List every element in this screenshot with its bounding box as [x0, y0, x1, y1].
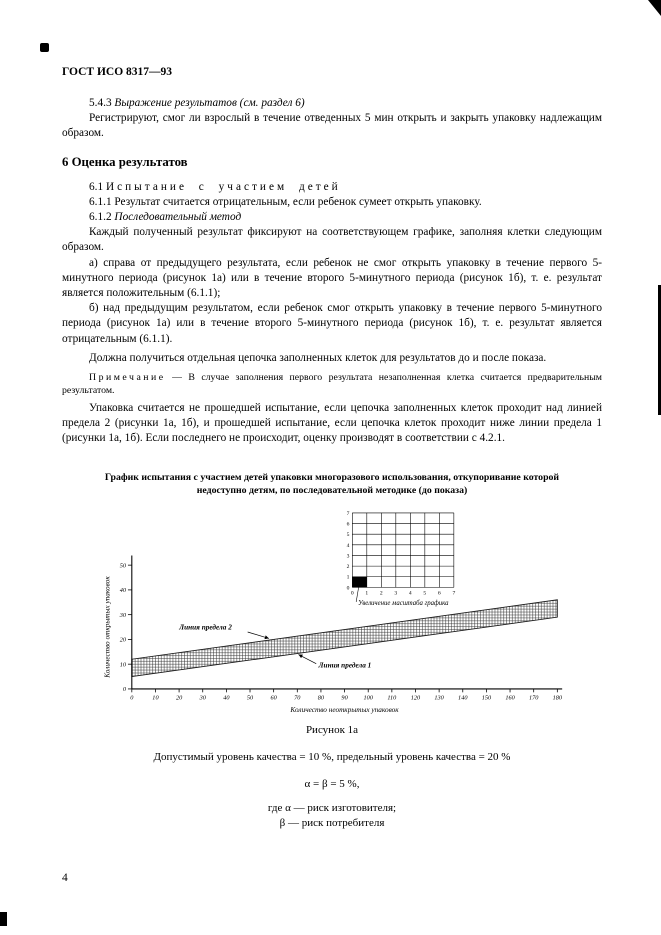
svg-text:7: 7 [452, 590, 456, 597]
svg-text:30: 30 [199, 694, 206, 702]
svg-text:5: 5 [423, 590, 427, 597]
figure-quality-line: Допустимый уровень качества = 10 %, предельный уровень качества = 20 % [153, 750, 511, 763]
svg-text:40: 40 [223, 694, 230, 702]
paragraph-package: Упаковка считается не прошедшей испытание, если цепочка заполненных клеток проходит над линией предела 2 (рисунки 1а, 1б), и прошедшей испытание, если цепочка клеток проходит ниже линии предела 1 (рисунки 1а, 1б). Если последнего не происходит, оценку производят в соответствии с 4.2.1. [62, 402, 602, 445]
svg-text:4: 4 [346, 542, 350, 549]
svg-text:6: 6 [437, 590, 441, 597]
svg-text:50: 50 [246, 694, 254, 702]
svg-text:10: 10 [119, 661, 127, 669]
clause-6-1-2-number: 6.1.2 [89, 211, 112, 224]
svg-text:4: 4 [408, 590, 412, 597]
svg-text:170: 170 [528, 694, 539, 702]
svg-text:3: 3 [394, 590, 398, 597]
clause-6-1-1: 6.1.1 Результат считается отрицательным, если ребенок сумеет открыть упаковку. [89, 195, 482, 208]
svg-text:Увеличение масштаба графика: Увеличение масштаба графика [358, 599, 449, 607]
figure-caption: Рисунок 1а [305, 723, 359, 736]
clause-6-1-2 [62, 210, 602, 225]
figure-where-beta: β — риск потребителя [279, 816, 385, 829]
paragraph-register: Регистрируют, смог ли взрослый в течение отведенных 5 мин открыть и закрыть упаковку надлежащим образом. [62, 112, 602, 140]
svg-text:100: 100 [363, 694, 373, 702]
svg-text:140: 140 [458, 694, 468, 702]
clause-5-4-3-number: 5.4.3 [89, 97, 112, 109]
clause-5-4-3 [62, 96, 602, 111]
page-content [62, 66, 602, 829]
note [62, 371, 602, 397]
svg-text:0: 0 [130, 694, 134, 702]
svg-text:5: 5 [346, 531, 350, 538]
svg-text:6: 6 [346, 521, 350, 528]
svg-text:50: 50 [119, 562, 127, 570]
svg-text:20: 20 [119, 636, 127, 644]
svg-text:20: 20 [175, 694, 183, 702]
svg-text:150: 150 [481, 694, 492, 702]
clause-6-1-title: Испытание с участием детей [105, 180, 341, 193]
svg-text:10: 10 [152, 694, 159, 702]
scan-artifact [648, 0, 661, 16]
list-item-a: а) справа от предыдущего результата, если ребенок не смог открыть упаковку в течение первого 5-минутного периода (рисунок 1а) или в течение второго 5-минутного периода (рисунок 1б), т. е. результат является положительным (6.1.1); [62, 256, 602, 300]
section-6-heading: 6 Оценка результатов [62, 154, 188, 169]
note-label: Примечание [89, 372, 166, 384]
scan-artifact [0, 912, 7, 926]
svg-text:90: 90 [341, 694, 348, 702]
svg-text:Количество открытых упаковок: Количество открытых упаковок [103, 575, 112, 678]
svg-text:110: 110 [387, 694, 397, 702]
svg-text:30: 30 [119, 611, 127, 619]
figure-title: График испытания с участием детей упаковки многоразового использования, откупоривание которой недоступно детям, по последовательной методике (до показа) [104, 471, 560, 496]
paragraph-chain: Должна получиться отдельная цепочка заполненных клеток для результатов до и после показа. [89, 351, 547, 364]
svg-text:120: 120 [410, 694, 421, 702]
svg-text:Количество неоткрытых упаковок: Количество неоткрытых упаковок [290, 705, 399, 714]
figure-where-alpha: где α — риск изготовителя; [267, 801, 397, 814]
list-item-b: б) над предыдущим результатом, если ребенок смог открыть упаковку в течение первого 5-минутного периода (рисунок 1а) или в течение второго 5-минутного периода (рисунок 1б), т. е. результат является отрицательным (6.1.1). [62, 302, 602, 345]
clause-6-1 [62, 180, 602, 195]
svg-text:2: 2 [379, 590, 383, 597]
clause-6-1-number: 6.1 [89, 180, 104, 193]
svg-text:0: 0 [346, 584, 350, 591]
svg-text:1: 1 [365, 590, 369, 597]
svg-text:40: 40 [119, 586, 127, 594]
sequential-test-chart [97, 507, 567, 720]
note-text: — В случае заполнения первого результата незаполненная клетка считается предварительным результатом. [62, 372, 602, 397]
clause-6-1-2-title: Последовательный метод [114, 211, 242, 224]
doc-header: ГОСТ ИСО 8317—93 [62, 66, 173, 78]
clause-5-4-3-title: Выражение результатов (см. раздел 6) [114, 97, 305, 109]
svg-text:0: 0 [350, 590, 354, 597]
svg-text:2: 2 [346, 563, 350, 570]
figure-alpha-beta-line: α = β = 5 %, [304, 777, 360, 790]
svg-text:70: 70 [294, 694, 301, 702]
svg-text:130: 130 [434, 694, 444, 702]
svg-text:7: 7 [346, 510, 350, 517]
svg-text:Линия предела 1: Линия предела 1 [318, 661, 372, 670]
svg-text:60: 60 [270, 694, 277, 702]
scan-artifact [40, 43, 49, 52]
svg-text:180: 180 [552, 694, 563, 702]
svg-text:3: 3 [346, 553, 350, 560]
svg-text:160: 160 [505, 694, 515, 702]
svg-text:0: 0 [122, 685, 127, 693]
page-number: 4 [62, 872, 68, 884]
svg-text:Линия предела 2: Линия предела 2 [179, 623, 232, 632]
svg-text:1: 1 [346, 574, 350, 581]
paragraph-each-result: Каждый полученный результат фиксируют на соответствующем графике, заполняя клетки следующим образом. [62, 226, 602, 254]
svg-text:80: 80 [317, 694, 325, 702]
